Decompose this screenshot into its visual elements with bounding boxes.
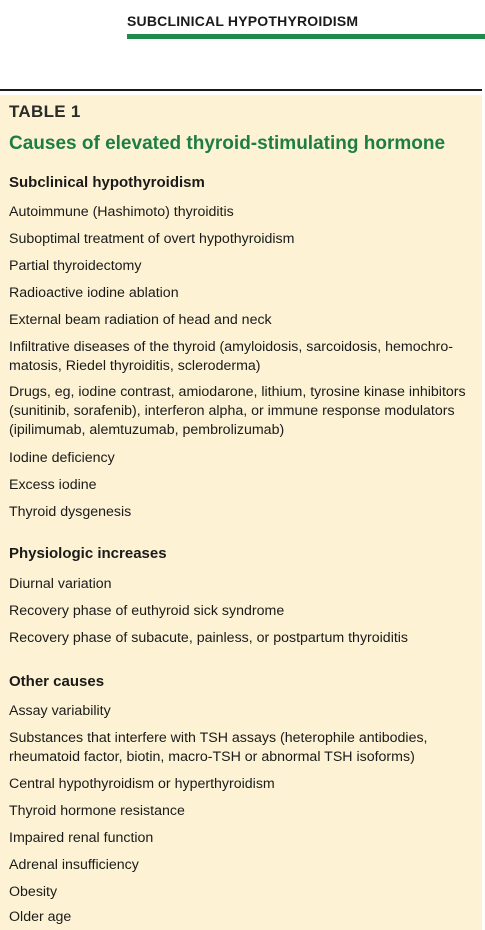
list-item: Partial thyroidectomy bbox=[9, 258, 142, 274]
list-item: Excess iodine bbox=[9, 477, 97, 493]
table-title: Causes of elevated thyroid-stimulating hormone bbox=[9, 133, 446, 154]
list-item: Suboptimal treatment of overt hypothyroidism bbox=[9, 231, 295, 247]
running-head: SUBCLINICAL HYPOTHYROIDISM bbox=[127, 13, 359, 29]
section-heading-subclinical: Subclinical hypothyroidism bbox=[9, 174, 205, 191]
list-item: Thyroid dysgenesis bbox=[9, 504, 132, 520]
list-item: Diurnal variation bbox=[9, 576, 112, 592]
table-label: TABLE 1 bbox=[9, 102, 81, 121]
running-head-rule bbox=[127, 34, 485, 39]
list-item: Adrenal insufficiency bbox=[9, 857, 139, 873]
list-item: Recovery phase of euthyroid sick syndrome bbox=[9, 603, 285, 619]
section-heading-other: Other causes bbox=[9, 673, 105, 690]
table-top-rule bbox=[0, 89, 482, 91]
list-item: Impaired renal function bbox=[9, 830, 154, 846]
list-item: Older age bbox=[9, 909, 72, 925]
list-item: Radioactive iodine ablation bbox=[9, 285, 179, 301]
list-item: Central hypothyroidism or hyperthyroidism bbox=[9, 776, 275, 792]
list-item: External beam radiation of head and neck bbox=[9, 312, 272, 328]
list-item: Substances that interfere with TSH assays (heterophile antibodies, rheumatoid factor, biotin, macro-TSH or abnormal TSH isoforms) bbox=[9, 730, 428, 765]
list-item: Autoimmune (Hashimoto) thyroiditis bbox=[9, 204, 234, 220]
section-heading-physiologic: Physiologic increases bbox=[9, 545, 167, 562]
list-item: Iodine deficiency bbox=[9, 450, 115, 466]
list-item: Obesity bbox=[9, 884, 58, 900]
list-item: Assay variability bbox=[9, 703, 111, 719]
list-item: Drugs, eg, iodine contrast, amiodarone, lithium, tyrosine kinase inhibitors (sunitinib, sorafenib), interferon alpha, or immune response modulators (ipilimumab, alemtuzumab, pembrolizumab) bbox=[9, 384, 466, 438]
list-item: Thyroid hormone resistance bbox=[9, 803, 185, 819]
list-item: Recovery phase of subacute, painless, or postpartum thyroiditis bbox=[9, 630, 409, 646]
list-item: Infiltrative diseases of the thyroid (amyloidosis, sarcoidosis, hemochro-matosis, Riedel thyroiditis, scleroderma) bbox=[9, 339, 453, 374]
